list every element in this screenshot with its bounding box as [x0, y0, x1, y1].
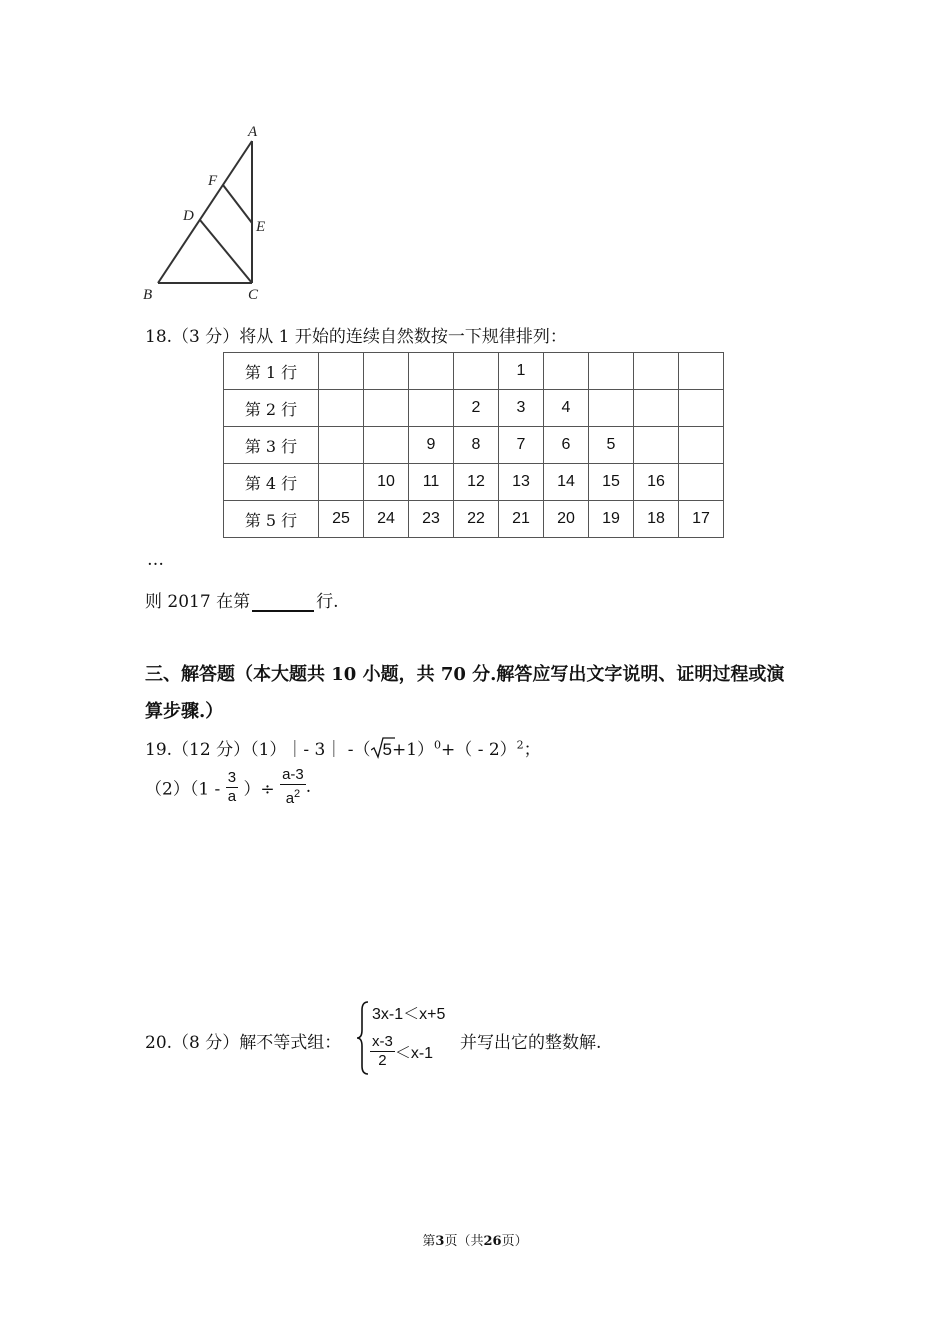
q20-suffix: 并写出它的整数解. — [460, 1033, 602, 1053]
grid-cell: 16 — [634, 464, 679, 501]
grid-cell: 25 — [319, 501, 364, 538]
grid-cell: 21 — [499, 501, 544, 538]
ineq2-numerator: x-3 — [372, 1033, 393, 1050]
q18-question-before: 则 2017 在第 — [145, 592, 251, 612]
grid-cell — [634, 427, 679, 464]
number-grid — [223, 352, 724, 538]
grid-cell — [634, 390, 679, 427]
frac1-numerator: 3 — [227, 768, 237, 786]
segment-dc — [200, 220, 252, 283]
grid-cell: 10 — [364, 464, 409, 501]
grid-cell — [589, 353, 634, 390]
sqrt-expression — [371, 740, 392, 760]
sqrt-radicand: 5 — [382, 740, 392, 759]
label-c: C — [248, 287, 259, 303]
fraction-a3-over-a2 — [280, 766, 306, 808]
grid-cell — [679, 353, 724, 390]
section3-heading-line1: 三、解答题（本大题共 10 小题，共 70 分.解答应写出文字说明、证明过程或演 — [145, 664, 785, 685]
exponent-zero: 0 — [434, 738, 442, 752]
grid-cell: 15 — [589, 464, 634, 501]
grid-cell: 19 — [589, 501, 634, 538]
row-label: 第 5 行 — [224, 501, 319, 538]
row-label: 第 1 行 — [224, 353, 319, 390]
grid-cell: 8 — [454, 427, 499, 464]
grid-cell: 23 — [409, 501, 454, 538]
answer-blank — [252, 592, 314, 612]
grid-cell: 24 — [364, 501, 409, 538]
q19-part2-mid: ）÷ — [243, 779, 275, 800]
label-e: E — [256, 219, 266, 235]
grid-cell: 13 — [499, 464, 544, 501]
sqrt-sign-icon — [371, 737, 395, 759]
ineq1: 3x-1＜x+5 — [372, 1006, 446, 1023]
grid-cell: 2 — [454, 390, 499, 427]
grid-cell — [679, 390, 724, 427]
row-label: 第 2 行 — [224, 390, 319, 427]
row-label: 第 4 行 — [224, 464, 319, 501]
q18-question — [145, 587, 338, 612]
segment-fe — [223, 185, 252, 223]
grid-cell — [319, 464, 364, 501]
grid-cell — [589, 390, 634, 427]
grid-row — [224, 501, 724, 538]
grid-cell — [319, 390, 364, 427]
frac1-denominator: a — [227, 787, 237, 805]
grid-cell — [364, 390, 409, 427]
frac2-den-exponent: 2 — [294, 788, 301, 800]
ellipsis: … — [147, 550, 164, 570]
ineq2 — [370, 1033, 433, 1070]
q19-part2 — [145, 766, 311, 808]
grid-cell — [364, 427, 409, 464]
ineq2-rest: ＜x-1 — [394, 1045, 434, 1062]
section3-heading-line2: 算步骤.） — [145, 701, 224, 722]
segment-ab — [158, 141, 252, 283]
ineq2-denominator: 2 — [378, 1052, 387, 1069]
q19-rest: +（ - 2） — [441, 740, 517, 760]
q19-paren: （ — [353, 740, 371, 760]
grid-cell: 7 — [499, 427, 544, 464]
left-brace-icon — [356, 1000, 370, 1076]
grid-row — [224, 427, 724, 464]
grid-cell: 6 — [544, 427, 589, 464]
grid-cell — [364, 353, 409, 390]
footer-text-a: 第 — [422, 1234, 436, 1249]
grid-cell: 11 — [409, 464, 454, 501]
label-d: D — [183, 208, 194, 224]
frac2-denominator — [280, 785, 306, 808]
q19-plus-one: +1） — [391, 740, 435, 760]
frac2-numerator: a-3 — [282, 766, 304, 783]
grid-row — [224, 390, 724, 427]
grid-row — [224, 464, 724, 501]
grid-cell: 22 — [454, 501, 499, 538]
grid-row — [224, 353, 724, 390]
grid-cell: 4 — [544, 390, 589, 427]
footer-text-c: 页） — [501, 1234, 528, 1249]
grid-cell — [634, 353, 679, 390]
page-footer — [0, 1230, 950, 1249]
grid-cell: 1 — [499, 353, 544, 390]
grid-cell — [409, 353, 454, 390]
grid-cell: 18 — [634, 501, 679, 538]
label-b: B — [143, 287, 153, 303]
grid-cell: 20 — [544, 501, 589, 538]
grid-cell — [679, 427, 724, 464]
grid-cell: 9 — [409, 427, 454, 464]
footer-text-b: 页（共 — [444, 1234, 484, 1249]
q19-prefix: 19.（12 分）（1） — [145, 740, 287, 760]
grid-cell: 17 — [679, 501, 724, 538]
frac2-den-base: a — [285, 790, 295, 807]
grid-cell: 12 — [454, 464, 499, 501]
footer-total-pages: 26 — [483, 1234, 502, 1249]
q19-abs: ｜- 3｜ - — [286, 740, 354, 760]
grid-cell — [409, 390, 454, 427]
footer-page-number: 3 — [435, 1234, 445, 1249]
q18-stem: 18.（3 分）将从 1 开始的连续自然数按一下规律排列： — [145, 327, 567, 347]
label-f: F — [208, 173, 218, 189]
ineq2-fraction — [370, 1033, 395, 1070]
q20-prefix: 20.（8 分）解不等式组： — [145, 1033, 342, 1053]
grid-cell — [544, 353, 589, 390]
grid-cell — [319, 353, 364, 390]
fraction-3-over-a — [226, 769, 238, 806]
grid-cell: 14 — [544, 464, 589, 501]
row-label: 第 3 行 — [224, 427, 319, 464]
q18-question-after: 行. — [316, 592, 339, 612]
grid-cell — [319, 427, 364, 464]
label-a: A — [248, 124, 258, 140]
q19-part2-prefix: （2）（1 - — [145, 779, 221, 800]
q19-part1 — [145, 735, 541, 760]
q19-part2-end: . — [305, 777, 312, 797]
grid-cell: 5 — [589, 427, 634, 464]
grid-cell — [454, 353, 499, 390]
exponent-two: 2 — [516, 738, 524, 752]
triangle-figure — [140, 120, 280, 305]
q19-end: ； — [523, 740, 541, 760]
grid-cell: 3 — [499, 390, 544, 427]
grid-cell — [679, 464, 724, 501]
